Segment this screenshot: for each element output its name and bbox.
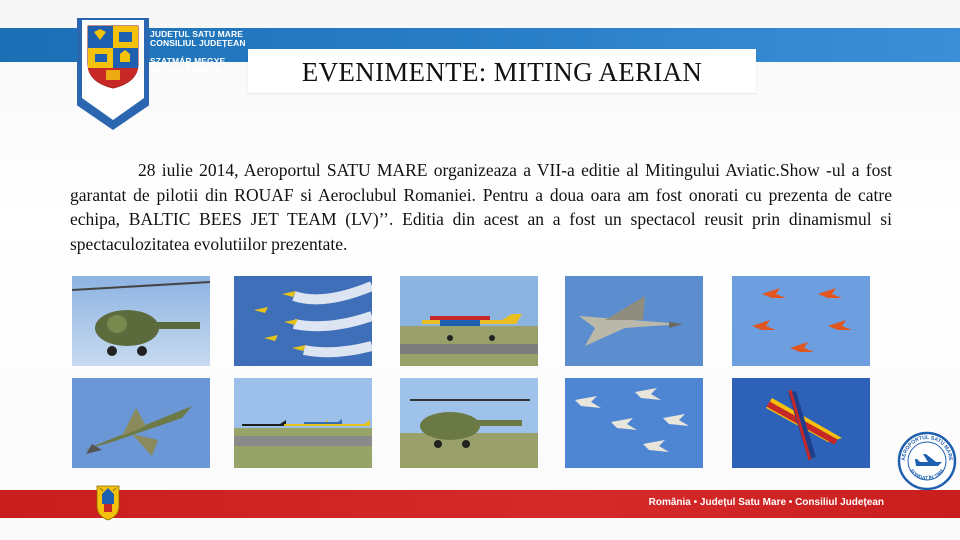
photo-aerobatic-planes-formation <box>732 276 870 366</box>
body-paragraph: 28 iulie 2014, Aeroportul SATU MARE organizeaza a VII-a editie al Mitingului Aviatic.Show -ul a fost garantat de pilotii din ROUAF si Aeroclubul Romaniei. Pentru a doua oara am fost onorati cu prezenta de catre echipa, BALTIC BEES JET TEAM (LV)’’. Editia din acest an a fost un spectacol reusit prin dinamismul si spectaculozitatea evolutiilor prezentate. <box>70 160 892 254</box>
logo-text <box>150 30 246 75</box>
photo-helicopter-runway <box>400 378 538 468</box>
photo-jets-formation-blue-sky <box>565 378 703 468</box>
romania-coat-of-arms-icon <box>95 484 121 522</box>
photo-fighter-jet-sky <box>565 276 703 366</box>
title-box <box>248 49 756 93</box>
seal-text-top: AEROPORTUL SATU MARE <box>900 434 954 462</box>
footer-text: România • Județul Satu Mare • Consiliul Județean <box>648 497 884 508</box>
org-line1: JUDEȚUL SATU MARE <box>150 29 244 39</box>
photo-aerobatic-plane-tricolor <box>732 378 870 468</box>
seal-text-bottom: FONDAT ÎN 1968 <box>908 468 946 482</box>
org-line4: MEGYEI TANÁCS <box>150 65 222 75</box>
org-line2: CONSILIUL JUDEȚEAN <box>150 38 246 48</box>
photo-fighter-jet-camo <box>72 378 210 468</box>
page-title: EVENIMENTE: MITING AERIAN <box>301 57 703 87</box>
photo-prop-plane-runway <box>400 276 538 366</box>
airport-seal-logo <box>896 430 958 492</box>
photo-jets-on-runway <box>234 378 372 468</box>
photo-helicopter-camo <box>72 276 210 366</box>
org-line3: SZATMÁR MEGYE <box>150 56 226 66</box>
photo-jets-formation-smoke <box>234 276 372 366</box>
county-coat-of-arms-icon <box>86 24 140 90</box>
